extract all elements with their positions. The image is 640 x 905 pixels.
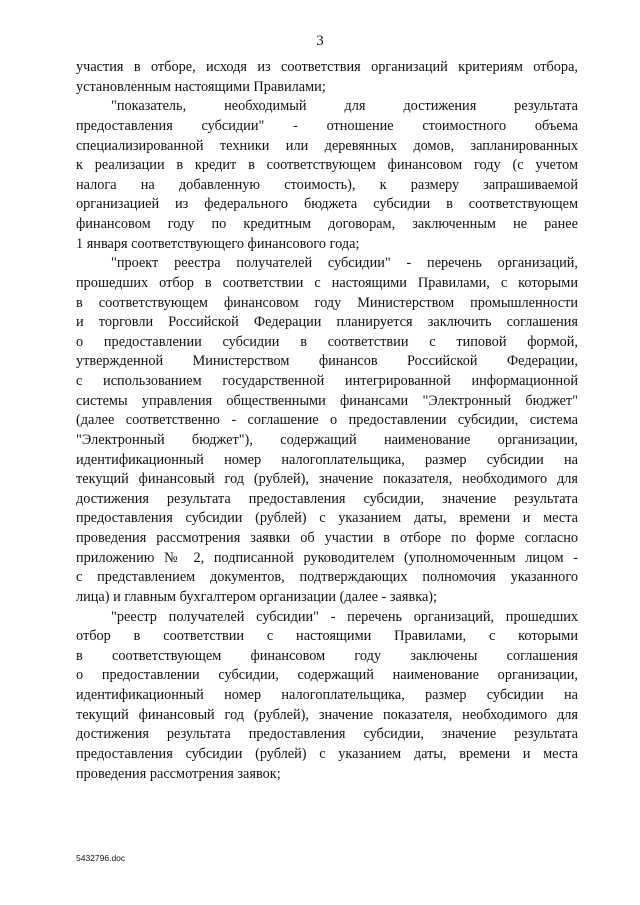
footer-doc-code: 5432796.doc: [76, 853, 126, 863]
text-line: с представлением документов, подтверждающих полномочия указанного: [76, 569, 578, 586]
text-line: специализированной техники или деревянных домов, запланированных: [76, 137, 578, 154]
document-body: [76, 58, 578, 784]
text-line: "проект реестра получателей субсидии" - перечень организаций,: [111, 255, 578, 272]
text-line: о предоставлении субсидии в соответствии с типовой формой,: [76, 333, 578, 350]
text-line: в соответствующем финансовом году заключены соглашения: [76, 647, 578, 664]
text-line: отбор в соответствии с настоящими Правилами, с которыми: [76, 628, 578, 645]
text-line: идентификационный номер налогоплательщика, размер субсидии на: [76, 451, 578, 468]
text-line: идентификационный номер налогоплательщика, размер субсидии на: [76, 687, 578, 703]
text-line: предоставления субсидии (рублей) с указанием даты, времени и места: [76, 745, 578, 762]
text-line: утвержденной Министерством финансов Российской Федерации,: [76, 353, 578, 370]
text-line: проведения рассмотрения заявки об участии в отборе по форме согласно: [76, 530, 578, 546]
text-line: в соответствующем финансовом году Министерством промышленности: [76, 294, 578, 311]
text-line: текущий финансовый год (рублей), значение показателя, необходимого для: [76, 706, 578, 723]
text-line: предоставления субсидии" - отношение стоимостного объема: [76, 117, 578, 134]
text-line: (далее соответственно - соглашение о предоставлении субсидии, система: [76, 412, 578, 429]
text-line: о предоставлении субсидии, содержащий наименование организации,: [76, 667, 578, 684]
text-line: "показатель, необходимый для достижения результата: [111, 98, 578, 115]
text-line: достижения результата предоставления субсидии, значение результата: [76, 490, 578, 507]
text-line: к реализации в кредит в соответствующем финансовом году (с учетом: [76, 157, 578, 174]
text-line: системы управления общественными финансами "Электронный бюджет": [76, 392, 578, 409]
text-line: финансовом году по кредитным договорам, заключенным не ранее: [76, 216, 578, 232]
text-line: достижения результата предоставления субсидии, значение результата: [76, 726, 578, 743]
text-line: лица) и главным бухгалтером организации (далее - заявка);: [76, 588, 438, 605]
text-line: "Электронный бюджет"), содержащий наименование организации,: [76, 431, 578, 448]
text-line: налога на добавленную стоимость), к размеру запрашиваемой: [76, 176, 578, 193]
text-line: приложению № 2, подписанной руководителем (уполномоченным лицом -: [76, 549, 578, 566]
text-line: организацией из федерального бюджета субсидии в соответствующем: [76, 196, 578, 213]
text-line: проведения рассмотрения заявок;: [76, 765, 281, 782]
text-line: 1 января соответствующего финансового года;: [76, 235, 360, 252]
text-line: участия в отборе, исходя из соответствия организаций критериям отбора,: [76, 59, 578, 75]
text-line: установленным настоящими Правилами;: [76, 78, 326, 95]
page-number: 3: [316, 33, 324, 49]
text-line: предоставления субсидии (рублей) с указанием даты, времени и места: [76, 510, 578, 527]
text-line: текущий финансовый год (рублей), значение показателя, необходимого для: [76, 471, 578, 488]
text-line: прошедших отбор в соответствии с настоящими Правилами, с которыми: [76, 274, 578, 291]
text-line: "реестр получателей субсидии" - перечень организаций, прошедших: [111, 608, 578, 625]
text-line: с использованием государственной интегрированной информационной: [76, 373, 578, 389]
text-line: и торговли Российской Федерации планируется заключить соглашения: [76, 314, 578, 331]
